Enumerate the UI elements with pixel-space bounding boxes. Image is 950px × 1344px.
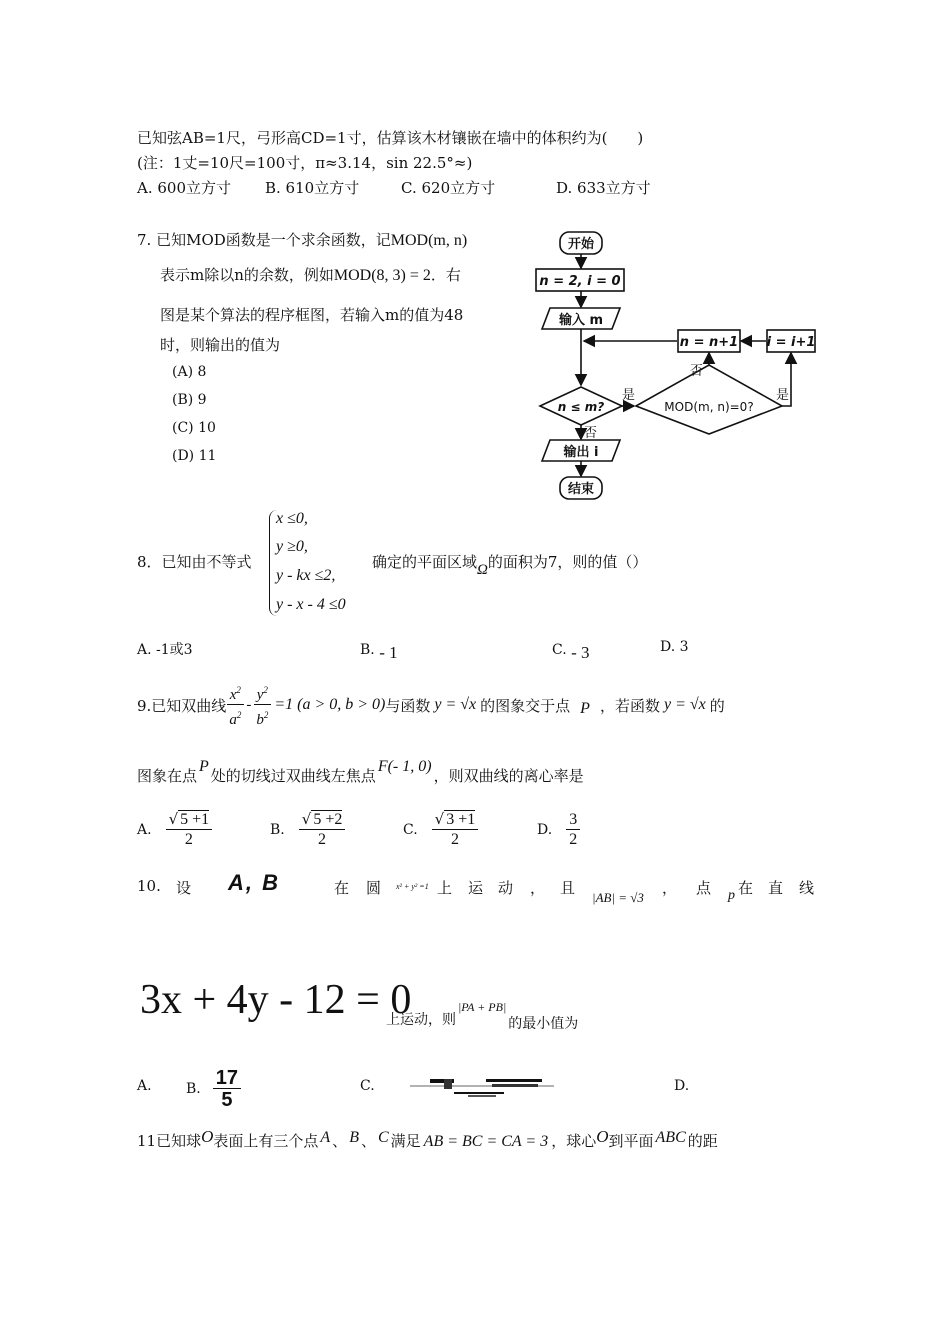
flow-no2-label: 否: [690, 364, 704, 379]
q9-line1: 9.已知双曲线 $\frac{x^2}{a^2}$ - $\frac{y^2}{b^2}$ =1 (a > 0, b > 0) 与函数 y = √x 的图象交于点 P ，若函数 y = √x 的: [137, 680, 725, 730]
q8-option-a: A. -1或3: [137, 642, 193, 658]
q10-line-eq-text: 3x + 4y - 12 = 0: [140, 977, 412, 1023]
q11-A: A: [320, 1129, 331, 1146]
q8-suffix-2: 的面积为7，则的值（）: [487, 553, 648, 571]
q9-option-b-label: B.: [270, 822, 285, 838]
q9-frac-x: $\frac{x^2}{a^2}$: [226, 681, 244, 730]
q9-func2: y = √x: [663, 696, 706, 713]
q9-line2-a: 图象在点: [137, 767, 198, 785]
q9-mid3: ，若函数: [599, 696, 660, 715]
q10-dian: 点: [696, 879, 712, 897]
q8-option-b-value: - 1: [379, 643, 398, 662]
q8-ineq-3: y - kx ≤2,: [276, 567, 336, 584]
flow-no1-label: 否: [584, 426, 598, 441]
q9-focus: F(- 1, 0): [377, 758, 432, 775]
q8-ineq-1: x ≤0,: [276, 510, 308, 527]
q10-number: 10.: [137, 877, 161, 895]
q9-mid: 与函数: [385, 696, 431, 715]
q9-point-p: P: [580, 700, 590, 717]
q10-she: 设: [176, 879, 192, 897]
q9-option-c-frac: $\frac{√ 3 +1}{2}$: [432, 810, 479, 850]
q11-p6: 的距: [687, 1132, 718, 1150]
q10-abs-ab: |AB| = √3: [592, 890, 644, 905]
q9-point-p2: P: [199, 758, 209, 775]
q7-mod-expr: MOD(m, n): [390, 232, 468, 249]
q7-option-d: (D) 11: [172, 448, 217, 464]
q10-yuan: 圆: [366, 879, 382, 897]
q7-option-c: (C) 10: [172, 420, 216, 436]
q9-option-b-frac: $\frac{√ 5 +2}{2}$: [299, 810, 346, 850]
q9-frac-y: $\frac{y^2}{b^2}$: [253, 681, 271, 730]
q9-line2-b: 处的切线过双曲线左焦点: [210, 767, 376, 785]
q9-option-a-frac: $\frac{√ 5 +1}{2}$: [166, 810, 213, 850]
flow-output-label: 输出 i: [563, 445, 599, 460]
q11-p5: 到平面: [608, 1132, 654, 1150]
q10-option-b-label: B.: [186, 1081, 201, 1097]
flow-update-i-label: i = i+1: [766, 335, 816, 350]
q8-option-d: D. 3: [660, 639, 689, 655]
flow-end-label: 结束: [567, 482, 595, 497]
q10-comma: ，: [530, 879, 546, 897]
q9-eq-rhs: =1 (a > 0, b > 0): [274, 696, 386, 713]
q10-yun: 运: [468, 879, 484, 897]
q8-option-c-label: C.: [552, 642, 567, 658]
q7-line2-end: ．右: [430, 266, 461, 284]
flow-init-label: n = 2, i = 0: [539, 274, 621, 289]
q10-option-d: D.: [674, 1078, 690, 1094]
q8-option-b-label: B.: [360, 642, 375, 658]
q9-option-c-label: C.: [403, 822, 418, 838]
q7-line4: 时，则输出的值为: [160, 336, 281, 354]
flow-yes1-label: 是: [622, 388, 636, 403]
q11-eq: AB = BC = CA = 3: [423, 1133, 549, 1150]
q10-shang: 上: [437, 879, 453, 897]
q9-func: y = √x: [434, 696, 477, 713]
q6-option-d: D. 633立方寸: [556, 179, 651, 197]
q10-xian: 线: [799, 879, 815, 897]
q7-line1: [137, 229, 467, 250]
q6-option-a: A. 600立方寸: [137, 179, 231, 197]
q9-mid2: 的图象交于点: [480, 696, 571, 715]
q11-C: C: [377, 1129, 389, 1146]
q9-line2-c: ，则双曲线的离心率是: [433, 767, 584, 785]
q9-end1: 的: [709, 696, 725, 715]
q6-option-c: C. 620立方寸: [401, 179, 496, 197]
flow-cond1-label: n ≤ m?: [557, 400, 605, 414]
q11-p2: 表面上有三个点: [213, 1132, 319, 1150]
q10-circle-eq: x² + y² =1: [396, 882, 429, 891]
q10-line-equation: [140, 976, 411, 1024]
flow-input-label: 输入 m: [558, 313, 604, 328]
flow-yes2-label: 是: [776, 388, 790, 403]
q7-option-a: (A) 8: [172, 364, 207, 380]
q8-option-c: [552, 639, 590, 662]
q10-rest-1: 上运动，则: [386, 1012, 456, 1028]
q11-p3: 满足: [390, 1132, 421, 1150]
q10-dong: 动: [498, 879, 514, 897]
q7-line3: 图是某个算法的程序框图，若输入m的值为48: [160, 306, 464, 324]
flow-start-label: 开始: [567, 237, 595, 252]
q10-AB: A, B: [228, 870, 280, 895]
q7-line2: [160, 264, 461, 285]
q10-zhi: 直: [768, 879, 784, 897]
q10-point-p: p: [728, 888, 735, 903]
q9-option-b: [270, 802, 345, 858]
q10-option-b-frac: $\frac{17}{5}$: [213, 1068, 241, 1111]
q10-vector-sum: |PA + PB|: [458, 1000, 507, 1014]
q9-prefix: 9.已知双曲线: [137, 696, 227, 715]
flowchart: [530, 225, 830, 505]
q8-omega: Ω: [477, 562, 488, 578]
q10-qie: 且: [560, 879, 576, 897]
flow-update-n-label: n = n+1: [679, 335, 739, 350]
q9-option-d: [537, 802, 580, 858]
q8-option-b: [360, 639, 398, 662]
q11-ABC: ABC: [655, 1129, 686, 1146]
q7-line2-text: 表示m除以n的余数，例如: [160, 266, 334, 284]
q9-option-d-label: D.: [537, 822, 553, 838]
q6-option-b: B. 610立方寸: [265, 179, 360, 197]
q11-sep1: 、: [332, 1132, 348, 1150]
q9-option-a: [137, 802, 212, 858]
q9-line2: [137, 756, 584, 786]
q7-mod-example: MOD(8, 3) = 2: [333, 267, 431, 284]
q11-sep2: 、: [360, 1132, 376, 1150]
q11-p4: ，球心: [551, 1132, 597, 1150]
q10-zai: 在: [334, 879, 350, 897]
q9-option-c: [403, 802, 478, 858]
q6-line1: 已知弦AB=1尺，弓形高CD=1寸，估算该木材镶嵌在墙中的体积约为( ): [137, 129, 644, 147]
q10-option-a: A.: [137, 1078, 152, 1094]
q7-option-b: (B) 9: [172, 392, 207, 408]
q10-comma2: ，: [662, 879, 678, 897]
q6-line2: (注：1丈=10尺=100寸，π≈3.14，sin 22.5°≈): [137, 154, 473, 172]
q10-option-c-label: C.: [360, 1078, 375, 1094]
q11-line: [137, 1127, 718, 1151]
q11-B: B: [349, 1129, 359, 1146]
q8-suffix-1: 确定的平面区域: [372, 553, 478, 571]
q10-zai2: 在: [738, 879, 754, 897]
q10-rest: [386, 1000, 579, 1032]
q8-suffix: [372, 551, 648, 578]
q8-prefix: 8．已知由不等式: [137, 553, 252, 571]
q8-ineq-4: y - x - 4 ≤0: [276, 596, 346, 613]
q7-line1-text: 7. 已知MOD函数是一个求余函数，记: [137, 231, 391, 249]
q8-ineq-2: y ≥0,: [276, 538, 308, 555]
q10-option-b: [186, 1066, 241, 1112]
q10-rest-2: 的最小值为: [508, 1016, 579, 1032]
q11-p1: 11已知球: [137, 1132, 202, 1150]
q9-option-a-label: A.: [137, 822, 152, 838]
q11-O: O: [201, 1127, 214, 1146]
q8-option-c-value: - 3: [571, 643, 590, 662]
q11-O2: O: [596, 1127, 609, 1146]
q10-option-c-garbled-image: [408, 1074, 558, 1102]
q9-option-d-frac: $\frac{3}{2}$: [566, 811, 580, 850]
flow-cond2-label: MOD(m, n)=0?: [664, 400, 754, 414]
